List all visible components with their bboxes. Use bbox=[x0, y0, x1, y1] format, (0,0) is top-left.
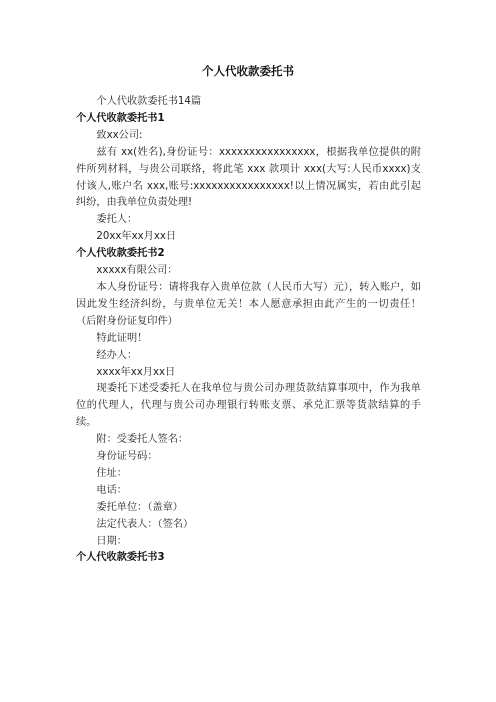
section-2-paragraph: 身份证号码： bbox=[96, 451, 158, 463]
section-2-paragraph: 法定代表人：（签名） bbox=[96, 518, 194, 530]
section-1-paragraph: 致xx公司: bbox=[96, 129, 143, 141]
section-1-paragraph: 委托人： bbox=[96, 214, 138, 226]
intro-line: 个人代收款委托书14篇 bbox=[96, 96, 202, 107]
section-2-paragraph: 经办人： bbox=[96, 349, 138, 361]
section-2-paragraph: 日期： bbox=[96, 535, 127, 547]
document-title: 个人代收款委托书 bbox=[202, 64, 294, 78]
section-2-paragraph: xxxxx有限公司： bbox=[96, 265, 178, 277]
section-heading: 个人代收款委托书1 bbox=[76, 112, 165, 124]
section-2-paragraph: 住址： bbox=[96, 467, 127, 479]
section-2-paragraph: 附：受委托人签名： bbox=[96, 434, 189, 446]
document-body bbox=[76, 94, 421, 567]
section-2-paragraph: xxxx年xx月xx日 bbox=[96, 366, 176, 378]
section-2-paragraph: 委托单位：（盖章） bbox=[96, 501, 183, 513]
section-2-paragraph: 现委托下述受委托人在我单位与贵公司办理货款结算事项中，作为我单位的代理人，代理与贵公司办理银行转账支票、承兑汇票等货款结算的手续。 bbox=[76, 383, 421, 429]
section-2-paragraph: 电话： bbox=[96, 484, 127, 496]
section-2-paragraph: 本人身份证号：请将我存入贵单位款（人民币大写）元），转入账户，如因此发生经济纠纷，与贵单位无关！本人愿意承担由此产生的一切责任！（后附身份证复印件） bbox=[76, 281, 421, 327]
section-2-paragraph: 特此证明！ bbox=[96, 332, 148, 344]
section-1-paragraph: 20xx年xx月xx日 bbox=[96, 231, 177, 243]
section-heading: 个人代收款委托书3 bbox=[76, 552, 165, 564]
section-heading: 个人代收款委托书2 bbox=[76, 248, 165, 260]
section-1-paragraph: 兹有 xx(姓名),身份证号：xxxxxxxxxxxxxxxx，根据我单位提供的附件所列材料，与贵公司联络，将此笔 xxx 款项计 xxx(大写:人民币xxxx)支付该人,账户名 xxx,账号:xxxxxxxxxxxxxxxx!以上情况属实，若由此引起纠纷，由我单位负责处理! bbox=[76, 146, 421, 209]
